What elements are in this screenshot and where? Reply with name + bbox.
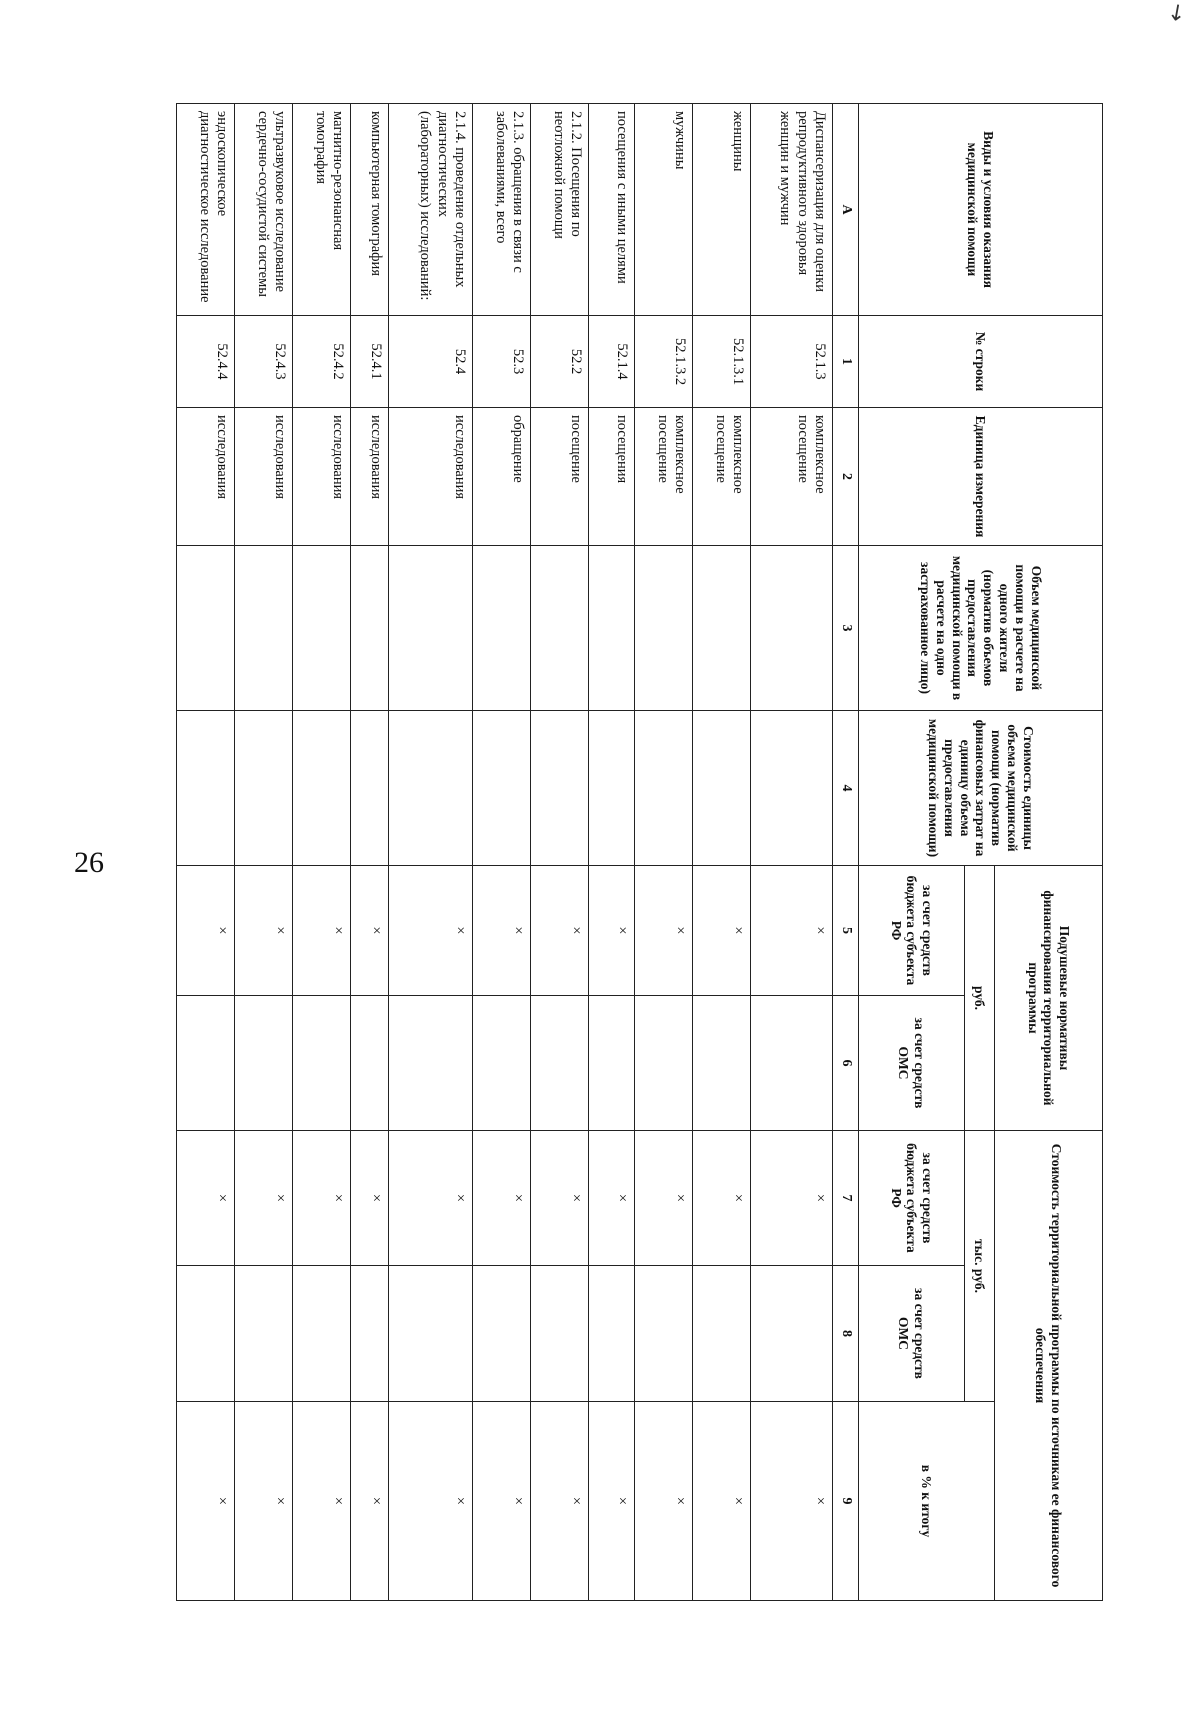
row-c9: ×: [589, 1402, 635, 1601]
row-cost: [751, 711, 833, 866]
row-unit: посещения: [589, 408, 635, 546]
row-name: мужчины: [635, 104, 693, 316]
row-c6: [473, 996, 531, 1131]
col-number: 3: [833, 546, 859, 711]
row-c9: ×: [693, 1402, 751, 1601]
table-row: [351, 104, 389, 1601]
col-number: 1: [833, 316, 859, 408]
row-c6: [177, 996, 235, 1131]
row-volume: [293, 546, 351, 711]
row-c6: [351, 996, 389, 1131]
row-unit: комплексное посещение: [693, 408, 751, 546]
row-cost: [531, 711, 589, 866]
col-number: 4: [833, 711, 859, 866]
row-unit: исследования: [235, 408, 293, 546]
row-cost: [635, 711, 693, 866]
row-c6: [235, 996, 293, 1131]
rotated-table-area: [177, 103, 1103, 1600]
row-c7: ×: [351, 1131, 389, 1266]
col-number: 5: [833, 866, 859, 996]
row-volume: [589, 546, 635, 711]
row-c8: [635, 1266, 693, 1402]
programme-table: [176, 103, 1103, 1601]
col-number: А: [833, 104, 859, 316]
row-cost: [693, 711, 751, 866]
header-programme-cost: Стоимость территориальной программы по источникам ее финансового обеспечения: [995, 1131, 1103, 1601]
col-number: 2: [833, 408, 859, 546]
row-name: 2.1.3. обращения в связи с заболеваниями, всего: [473, 104, 531, 316]
row-line: 52.4.3: [235, 316, 293, 408]
row-cost: [351, 711, 389, 866]
row-c5: ×: [235, 866, 293, 996]
header-volume: Объем медицинской помощи в расчете на одного жителя (норматив объемов предоставления медицинской помощи в расчете на одно застрахованное лицо): [859, 546, 1103, 711]
row-c9: ×: [531, 1402, 589, 1601]
row-c5: ×: [693, 866, 751, 996]
row-c8: [389, 1266, 473, 1402]
row-c5: ×: [751, 866, 833, 996]
table-row: [177, 104, 235, 1601]
table-row: [751, 104, 833, 1601]
row-c5: ×: [351, 866, 389, 996]
row-name: магнитно-резонансная томография: [293, 104, 351, 316]
row-volume: [389, 546, 473, 711]
row-c7: ×: [589, 1131, 635, 1266]
row-name: 2.1.4. проведение отдельных диагностических (лабораторных) исследований:: [389, 104, 473, 316]
row-c7: ×: [177, 1131, 235, 1266]
row-c8: [693, 1266, 751, 1402]
header-unit-cost: Стоимость единицы объема медицинской помощи (норматив финансовых затрат на единицу объема предоставления медицинской помощи): [859, 711, 1103, 866]
row-cost: [293, 711, 351, 866]
row-line: 52.4.2: [293, 316, 351, 408]
row-c8: [473, 1266, 531, 1402]
corner-mark: ←: [1162, 1, 1191, 24]
row-c7: ×: [389, 1131, 473, 1266]
row-c9: ×: [751, 1402, 833, 1601]
row-name: посещения с иными целями: [589, 104, 635, 316]
row-c9: ×: [177, 1402, 235, 1601]
table-row: [235, 104, 293, 1601]
row-c6: [293, 996, 351, 1131]
row-line: 52.4: [389, 316, 473, 408]
header-cost-unit: тыс. руб.: [965, 1131, 995, 1402]
table-row: [693, 104, 751, 1601]
row-cost: [473, 711, 531, 866]
row-c8: [177, 1266, 235, 1402]
row-line: 52.1.3.2: [635, 316, 693, 408]
row-unit: исследования: [351, 408, 389, 546]
row-volume: [351, 546, 389, 711]
header-percent: в % к итогу: [859, 1402, 995, 1601]
page-number: 26: [74, 846, 104, 879]
row-c7: ×: [235, 1131, 293, 1266]
col-number: 6: [833, 996, 859, 1131]
row-volume: [473, 546, 531, 711]
table-row: [473, 104, 531, 1601]
row-line: 52.2: [531, 316, 589, 408]
row-c6: [693, 996, 751, 1131]
row-volume: [693, 546, 751, 711]
row-c7: ×: [751, 1131, 833, 1266]
row-unit: исследования: [389, 408, 473, 546]
row-c6: [635, 996, 693, 1131]
row-c7: ×: [531, 1131, 589, 1266]
header-per-capita: Подушевые нормативы финансирования территориальной программы: [995, 866, 1103, 1131]
row-name: 2.1.2. Посещения по неотложной помощи: [531, 104, 589, 316]
row-volume: [531, 546, 589, 711]
row-volume: [177, 546, 235, 711]
row-volume: [235, 546, 293, 711]
row-unit: исследования: [177, 408, 235, 546]
row-c8: [351, 1266, 389, 1402]
row-unit: посещение: [531, 408, 589, 546]
header-budget-7: за счет средств бюджета субъекта РФ: [859, 1131, 965, 1266]
row-volume: [635, 546, 693, 711]
row-unit: комплексное посещение: [751, 408, 833, 546]
col-number: 7: [833, 1131, 859, 1266]
row-cost: [235, 711, 293, 866]
row-c6: [751, 996, 833, 1131]
table-row: [293, 104, 351, 1601]
row-name: эндоскопическое диагностическое исследование: [177, 104, 235, 316]
row-c9: ×: [351, 1402, 389, 1601]
row-c5: ×: [635, 866, 693, 996]
row-line: 52.1.3: [751, 316, 833, 408]
row-c8: [751, 1266, 833, 1402]
row-c7: ×: [635, 1131, 693, 1266]
row-unit: комплексное посещение: [635, 408, 693, 546]
row-line: 52.4.1: [351, 316, 389, 408]
row-c7: ×: [693, 1131, 751, 1266]
header-unit: Единица измерения: [859, 408, 1103, 546]
row-name: женщины: [693, 104, 751, 316]
row-cost: [389, 711, 473, 866]
row-unit: исследования: [293, 408, 351, 546]
row-c9: ×: [389, 1402, 473, 1601]
table-row: [589, 104, 635, 1601]
header-oms-6: за счет средств ОМС: [859, 996, 965, 1131]
row-c8: [589, 1266, 635, 1402]
col-number: 9: [833, 1402, 859, 1601]
row-name: Диспансеризация для оценки репродуктивного здоровья женщин и мужчин: [751, 104, 833, 316]
col-number: 8: [833, 1266, 859, 1402]
row-c9: ×: [293, 1402, 351, 1601]
row-c9: ×: [635, 1402, 693, 1601]
row-c9: ×: [473, 1402, 531, 1601]
row-line: 52.4.4: [177, 316, 235, 408]
row-name: компьютерная томография: [351, 104, 389, 316]
row-c5: ×: [177, 866, 235, 996]
row-cost: [177, 711, 235, 866]
row-c8: [293, 1266, 351, 1402]
row-cost: [589, 711, 635, 866]
row-volume: [751, 546, 833, 711]
row-c7: ×: [473, 1131, 531, 1266]
row-c5: ×: [293, 866, 351, 996]
row-c6: [389, 996, 473, 1131]
row-c8: [235, 1266, 293, 1402]
row-c5: ×: [531, 866, 589, 996]
row-c8: [531, 1266, 589, 1402]
row-unit: обращение: [473, 408, 531, 546]
table-row: [635, 104, 693, 1601]
row-name: ультразвуковое исследование сердечно-сосудистой системы: [235, 104, 293, 316]
row-c6: [531, 996, 589, 1131]
row-line: 52.1.4: [589, 316, 635, 408]
row-c9: ×: [235, 1402, 293, 1601]
row-c6: [589, 996, 635, 1131]
row-line: 52.3: [473, 316, 531, 408]
header-line-number: № строки: [859, 316, 1103, 408]
row-c5: ×: [473, 866, 531, 996]
header-budget-5: за счет средств бюджета субъекта РФ: [859, 866, 965, 996]
row-c5: ×: [589, 866, 635, 996]
header-per-capita-unit: руб.: [965, 866, 995, 1131]
row-line: 52.1.3.1: [693, 316, 751, 408]
row-c7: ×: [293, 1131, 351, 1266]
table-row: [531, 104, 589, 1601]
header-oms-8: за счет средств ОМС: [859, 1266, 965, 1402]
table-row: [389, 104, 473, 1601]
row-c5: ×: [389, 866, 473, 996]
header-kinds: Виды и условия оказания медицинской помощи: [859, 104, 1103, 316]
